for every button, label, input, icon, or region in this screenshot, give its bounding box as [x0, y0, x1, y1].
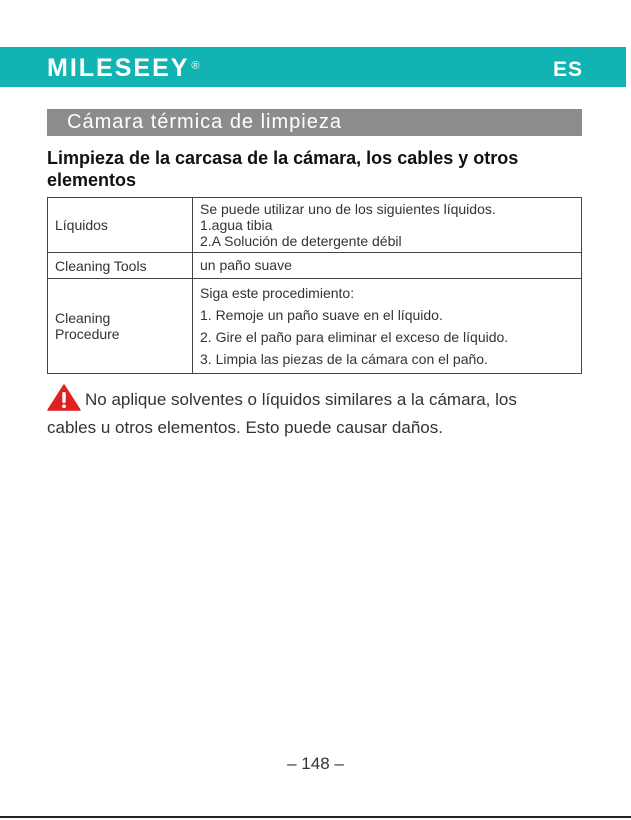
section-subtitle: Limpieza de la carcasa de la cámara, los cables y otros elementos: [47, 148, 519, 190]
row-line: un paño suave: [200, 257, 292, 273]
row-line: Siga este procedimiento:: [200, 285, 355, 301]
warning-text: No aplique solventes o líquidos similares a la cámara, los cables u otros elementos. Esto puede causar daños.: [47, 390, 517, 437]
row-line: 1. Remoje un paño suave en el líquido.: [200, 307, 443, 323]
row-content: [193, 279, 582, 374]
language-code: ES: [553, 58, 584, 81]
page-number: – 148 –: [287, 754, 344, 773]
table-row: [48, 198, 582, 253]
section-title: Cámara térmica de limpieza: [47, 109, 582, 136]
registered-mark: ®: [191, 60, 200, 72]
row-content: [193, 253, 582, 279]
row-line: 2.A Solución de detergente débil: [200, 233, 402, 249]
table-row: [48, 279, 582, 374]
warning-note: [47, 384, 567, 442]
row-label: Cleaning Tools: [48, 253, 193, 279]
warning-triangle-icon: [47, 384, 81, 411]
brand-name: MILESEEY: [47, 54, 190, 82]
row-content: [193, 198, 582, 253]
brand-logo: [47, 54, 200, 82]
page-edge: [626, 0, 631, 820]
cleaning-table: [47, 197, 582, 374]
row-label-line: Cleaning: [55, 310, 111, 326]
row-line: 2. Gire el paño para eliminar el exceso de líquido.: [200, 329, 509, 345]
row-line: 3. Limpia las piezas de la cámara con el paño.: [200, 351, 488, 367]
table-row: [48, 253, 582, 279]
row-line: Se puede utilizar uno de los siguientes líquidos.: [200, 201, 496, 217]
bottom-divider: [0, 816, 631, 818]
row-label: Líquidos: [48, 198, 193, 253]
row-line: 1.agua tibia: [200, 217, 273, 233]
row-label-line: Procedure: [55, 326, 120, 342]
row-label: [48, 279, 193, 374]
